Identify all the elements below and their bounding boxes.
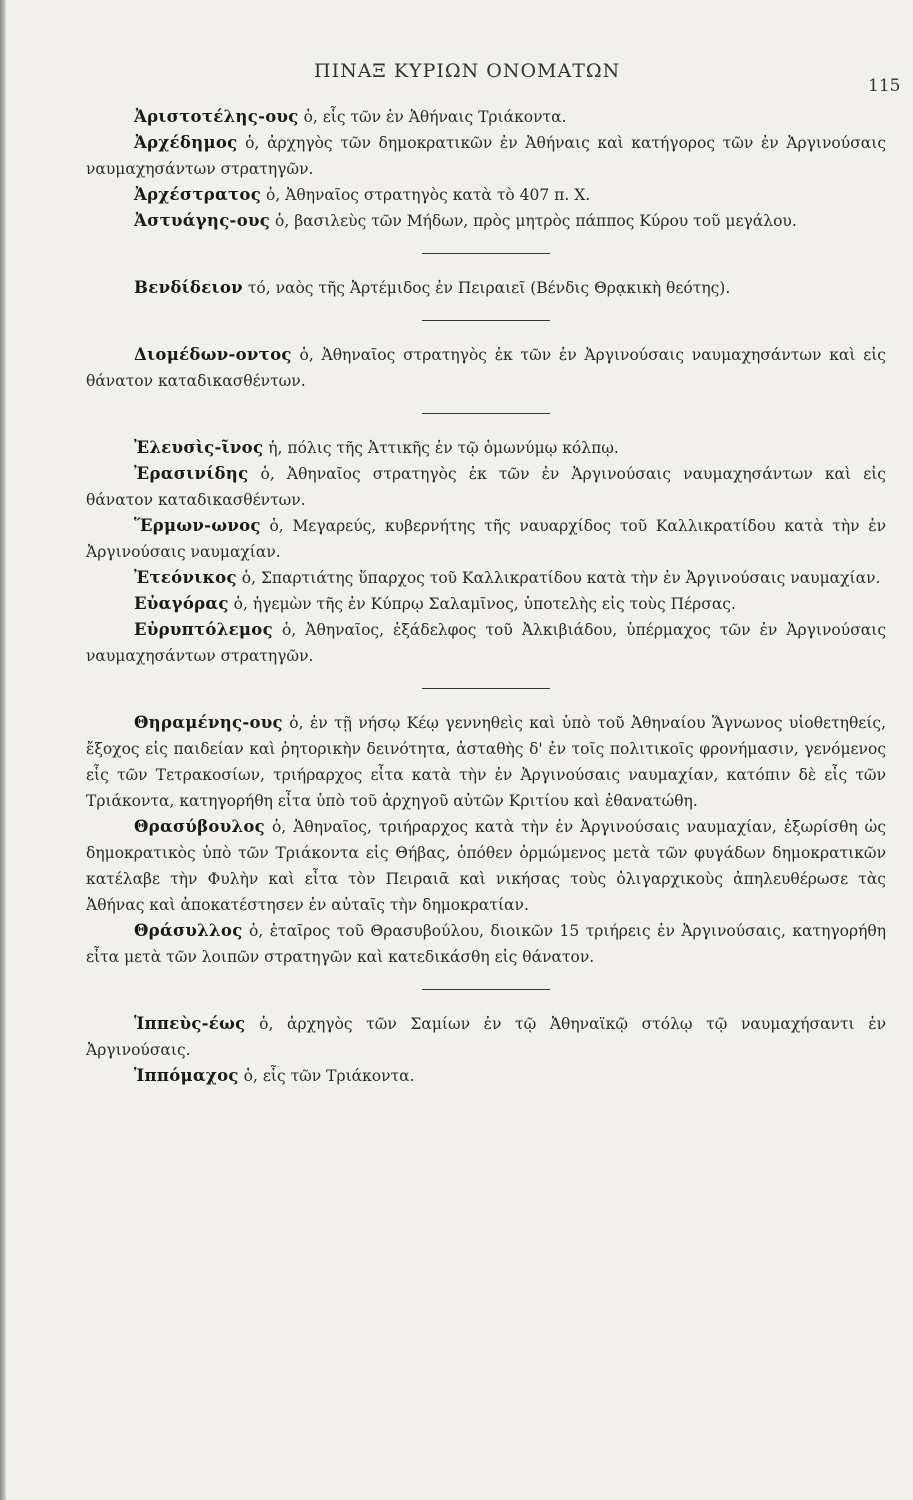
index-section (86, 710, 886, 970)
entry-description: ὁ, ἀρχηγὸς τῶν Σαμίων ἐν τῷ Ἀθηναϊκῷ στόλῳ τῷ ναυμαχήσαντι ἐν Ἀργινούσαις. (86, 1015, 886, 1059)
index-entry (86, 617, 886, 669)
entry-description: ὁ, Ἀθηναῖος, ἐξάδελφος τοῦ Ἀλκιβιάδου, ὑπέρμαχος τῶν ἐν Ἀργινούσαις ναυμαχησάντων στρατηγῶν. (86, 621, 886, 665)
entry-headword: Ἕρμων-ωνος (134, 516, 261, 535)
entry-headword: Ἐρασινίδης (134, 464, 249, 483)
entry-headword: Θρασύβουλος (134, 817, 265, 836)
entry-headword: Θράσυλλος (134, 921, 243, 940)
index-entry (86, 1063, 886, 1089)
entry-headword: Ἀριστοτέλης-ους (134, 107, 299, 126)
entry-description: ὁ, ἑταῖρος τοῦ Θρασυβούλου, διοικῶν 15 τριήρεις ἐν Ἀργινούσαις, κατηγορήθη εἶτα μετὰ τῶν λοιπῶν στρατηγῶν καὶ κατεδικάσθη εἰς θάνατον. (86, 922, 886, 966)
index-entry (86, 565, 886, 591)
index-section (86, 104, 886, 234)
page-number: 115 (868, 76, 901, 96)
index-entry (86, 591, 886, 617)
index-entry (86, 1011, 886, 1063)
entry-headword: Ἀστυάγης-ους (134, 211, 271, 230)
index-entry (86, 435, 886, 461)
index-section (86, 1011, 886, 1089)
entry-headword: Βενδίδειον (134, 278, 243, 297)
entry-headword: Θηραμένης-ους (134, 713, 283, 732)
index-entry (86, 208, 886, 234)
entry-description: ὁ, Ἀθηναῖος, τριήραρχος κατὰ τὴν ἐν Ἀργινούσαις ναυμαχίαν, ἐξωρίσθη ὡς δημοκρατικὸς ὑπὸ τῶν Τριάκοντα εἰς Θήβας, ὁπόθεν ὁρμώμενος μετὰ τῶν φυγάδων δημοκρατικῶν κατέλαβε τὴν Φυλὴν καὶ εἶτα τὸν Πειραιᾶ καὶ νικήσας τοὺς ὀλιγαρχικοὺς ἀπηλευθέρωσε τὰς Ἀθήνας καὶ ἀποκατέστησεν ἐν αὐταῖς τὴν δημοκρατίαν. (86, 818, 886, 914)
entry-headword: Ἱππόμαχος (134, 1066, 239, 1085)
entry-headword: Εὐαγόρας (134, 594, 229, 613)
index-entry (86, 814, 886, 918)
index-section (86, 342, 886, 394)
entry-description: ὁ, Ἀθηναῖος στρατηγὸς ἐκ τῶν ἐν Ἀργινούσαις ναυμαχησάντων καὶ εἰς θάνατον καταδικασθέντων. (86, 465, 886, 509)
entry-headword: Ἀρχέδημος (134, 133, 238, 152)
index-entry (86, 513, 886, 565)
entry-description: ὁ, Ἀθηναῖος στρατηγὸς ἐκ τῶν ἐν Ἀργινούσαις ναυμαχησάντων καὶ εἰς θάνατον καταδικασθέντων. (86, 346, 886, 390)
entry-headword: Διομέδων-οντος (134, 345, 292, 364)
section-separator (422, 253, 550, 254)
entry-description: ὁ, βασιλεὺς τῶν Μήδων, πρὸς μητρὸς πάππος Κύρου τοῦ μεγάλου. (270, 212, 797, 230)
index-entry (86, 461, 886, 513)
index-entry (86, 710, 886, 814)
index-entry (86, 182, 886, 208)
entry-description: ὁ, ἀρχηγὸς τῶν δημοκρατικῶν ἐν Ἀθήναις καὶ κατήγορος τῶν ἐν Ἀργινούσαις ναυμαχησάντων στρατηγῶν. (86, 134, 886, 178)
index-entry (86, 130, 886, 182)
index-section (86, 435, 886, 669)
entry-description: ὁ, Ἀθηναῖος στρατηγὸς κατὰ τὸ 407 π. Χ. (261, 186, 591, 204)
entry-headword: Ἀρχέστρατος (134, 185, 262, 204)
index-entry (86, 342, 886, 394)
index-entry (86, 275, 886, 301)
index-entry (86, 918, 886, 970)
page-header (0, 60, 913, 96)
section-separator (422, 688, 550, 689)
entry-headword: Εὐρυπτόλεμος (134, 620, 273, 639)
entry-description: ὁ, Μεγαρεύς, κυβερνήτης τῆς ναυαρχίδος τοῦ Καλλικρατίδου κατὰ τὴν ἐν Ἀργινούσαις ναυμαχίαν. (86, 517, 886, 561)
index-content (86, 104, 886, 1089)
index-section (86, 275, 886, 301)
entry-description: τό, ναὸς τῆς Ἀρτέμιδος ἐν Πειραιεῖ (Βένδις Θρᾳκικὴ θεότης). (242, 279, 731, 297)
entry-description: ὁ, ἐν τῇ νήσῳ Κέῳ γεννηθεὶς καὶ ὑπὸ τοῦ Ἀθηναίου Ἅγνωνος υἱοθετηθείς, ἔξοχος εἰς παιδείαν καὶ ῥητορικὴν δεινότητα, ἀσταθὴς δ' ἐν τοῖς πολιτικοῖς φρονήμασιν, γενόμενος εἷς τῶν Τετρακοσίων, τριήραρχος εἶτα κατὰ τὴν ἐν Ἀργινούσαις ναυμαχίαν, κατόπιν δὲ εἷς τῶν Τριάκοντα, κατηγορήθη εἶτα ὑπὸ τοῦ ἀρχηγοῦ αὐτῶν Κριτίου καὶ ἐθανατώθη. (86, 714, 886, 810)
entry-headword: Ἐλευσὶς-ῖνος (134, 438, 264, 457)
entry-description: ὁ, ἡγεμὼν τῆς ἐν Κύπρῳ Σαλαμῖνος, ὑποτελὴς εἰς τοὺς Πέρσας. (228, 595, 736, 613)
index-entry (86, 104, 886, 130)
running-title: ΠΙΝΑΞ ΚΥΡΙΩΝ ΟΝΟΜΑΤΩΝ (314, 60, 621, 82)
section-separator (422, 989, 550, 990)
section-separator (422, 320, 550, 321)
entry-description: ὁ, εἷς τῶν ἐν Ἀθήναις Τριάκοντα. (298, 108, 567, 126)
entry-headword: Ἱππεὺς-έως (134, 1014, 246, 1033)
entry-description: ὁ, Σπαρτιάτης ὕπαρχος τοῦ Καλλικρατίδου κατὰ τὴν ἐν Ἀργινούσαις ναυμαχίαν. (236, 569, 881, 587)
entry-description: ὁ, εἷς τῶν Τριάκοντα. (238, 1067, 415, 1085)
section-separator (422, 413, 550, 414)
page-binding-edge (0, 0, 6, 1500)
entry-headword: Ἐτεόνικος (134, 568, 237, 587)
entry-description: ἡ, πόλις τῆς Ἀττικῆς ἐν τῷ ὁμωνύμῳ κόλπῳ. (263, 439, 619, 457)
